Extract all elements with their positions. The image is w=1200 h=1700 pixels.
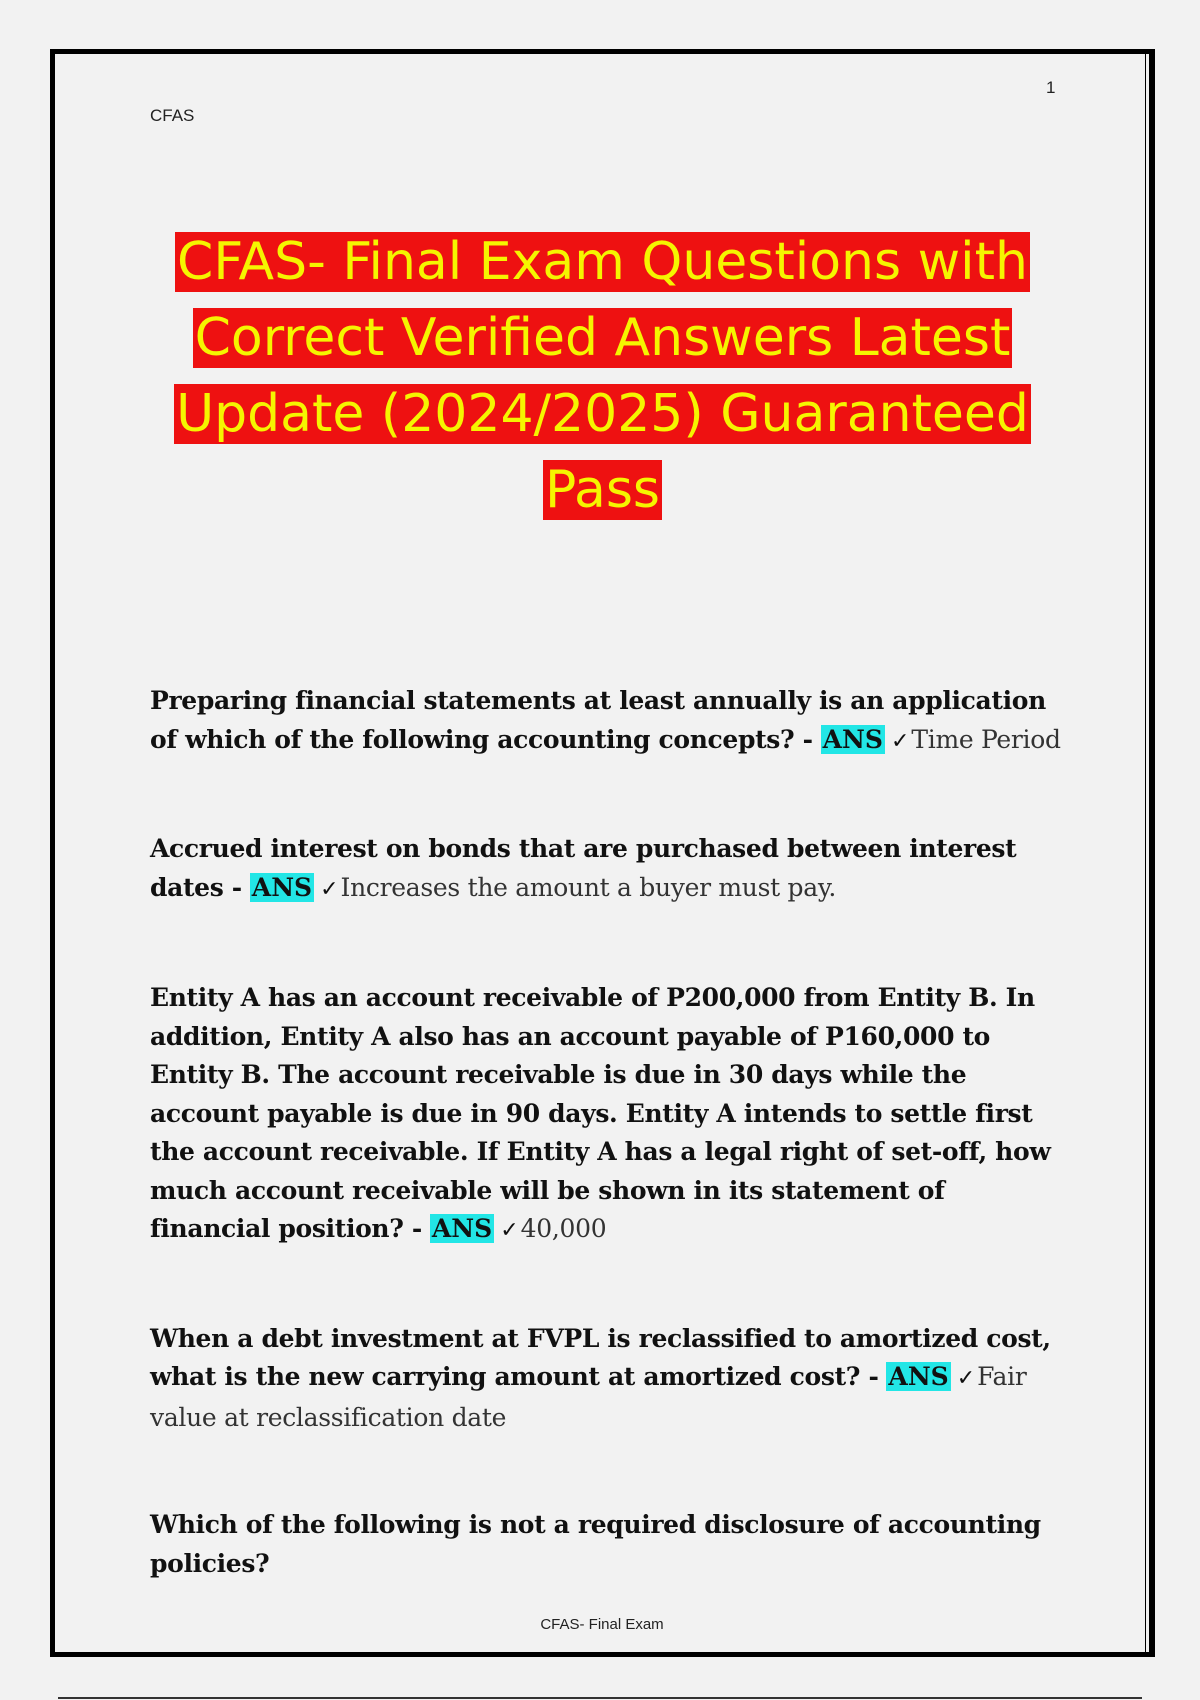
question-text: When a debt investment at FVPL is reclassified to amortized cost, what is the new carrying amount at amortized cost? - — [150, 1323, 1051, 1391]
answer-text: Time Period — [911, 724, 1061, 754]
document-title — [95, 224, 1110, 528]
question-text: Accrued interest on bonds that are purchased between interest dates - — [150, 834, 1017, 902]
checkmark-icon: ✓ — [956, 1366, 976, 1391]
title-line-1: CFAS- Final Exam Questions with — [177, 232, 1028, 292]
running-header: CFAS — [150, 106, 195, 125]
question-text: Which of the following is not a required disclosure of accounting policies? — [150, 1510, 1041, 1578]
question-item — [150, 979, 1065, 1251]
title-line-3: Update (2024/2025) Guaranteed — [176, 384, 1029, 444]
checkmark-icon: ✓ — [320, 876, 339, 902]
checkmark-icon: ✓ — [890, 728, 910, 754]
question-item — [150, 682, 1065, 761]
question-list — [150, 682, 1065, 1583]
question-item — [150, 1320, 1065, 1438]
question-item — [150, 830, 1065, 909]
question-item — [150, 1506, 1065, 1583]
next-page-edge — [58, 1697, 1142, 1699]
running-footer: CFAS- Final Exam — [540, 1616, 664, 1633]
checkmark-icon: ✓ — [500, 1218, 519, 1243]
answer-text: Increases the amount a buyer must pay. — [340, 872, 836, 902]
title-line-4: Pass — [544, 460, 661, 520]
page-frame — [50, 49, 1155, 1657]
ans-label: ANS — [888, 1362, 949, 1391]
question-text: Entity A has an account receivable of P200,000 from Entity B. In addition, Entity A also has an account payable of P160,000 to Entity B. The account receivable is due in 30 days while the account payable is due in 90 days. Entity A intends to settle first the account receivable. If Entity A has a legal right of set-off, how much account receivable will be shown in its statement of financial position? - — [150, 983, 1051, 1243]
ans-label: ANS — [251, 872, 313, 902]
question-text: Preparing financial statements at least annually is an application of which of the following accounting concepts? - — [150, 686, 1046, 754]
ans-label: ANS — [431, 1214, 493, 1243]
title-line-2: Correct Verified Answers Latest — [194, 308, 1011, 368]
answer-text: Fair value at reclassification date — [150, 1362, 1027, 1432]
page-number: 1 — [1046, 78, 1056, 97]
answer-text: 40,000 — [520, 1214, 607, 1243]
ans-label: ANS — [822, 724, 883, 754]
